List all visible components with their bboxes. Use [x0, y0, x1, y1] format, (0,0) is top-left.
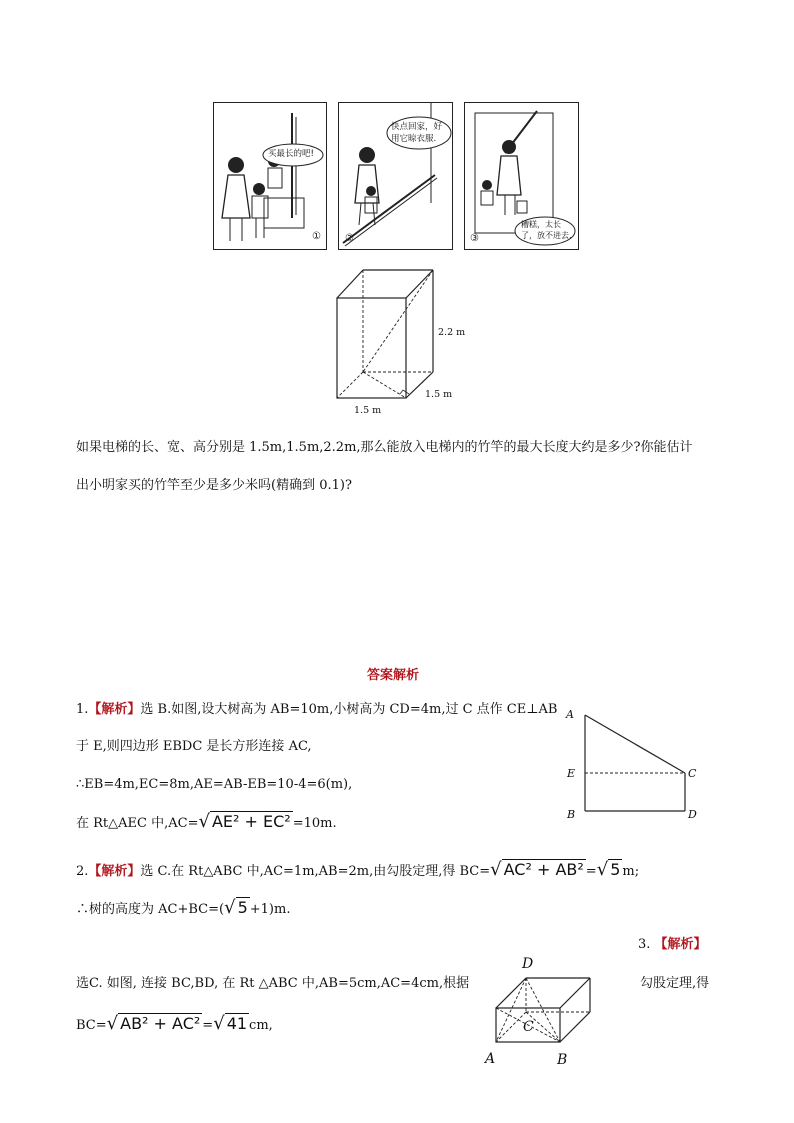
sqrt-symbol: √ — [596, 859, 609, 880]
elevator-height-label: 2.2 m — [438, 327, 466, 338]
fig1-label-B: B — [567, 808, 576, 821]
sqrt-symbol: √ — [490, 859, 502, 880]
figure-3-box — [486, 962, 606, 1062]
fig1-label-C: C — [688, 767, 697, 780]
fig3-label-C: C — [523, 1019, 534, 1035]
answer-1-line-4-post: =10m. — [292, 816, 337, 831]
answer-3-radicand: AB² + AC² — [120, 1014, 201, 1033]
sqrt-symbol: √ — [213, 1013, 225, 1034]
elevator-width-label: 1.5 m — [425, 389, 453, 400]
answers-title: 答案解析 — [367, 668, 420, 683]
answer-1-line-1 — [76, 700, 557, 720]
speech-bubble-2: 快点回家，好用它晾衣服. — [391, 122, 443, 144]
question-line-1: 如果电梯的长、宽、高分别是 1.5m,1.5m,2.2m,那么能放入电梯内的竹竿的最大长度大约是多少?你能估计 — [76, 440, 693, 455]
answer-2-radicand: AC² + AB² — [503, 860, 584, 879]
sqrt-symbol: √ — [106, 1013, 119, 1034]
panel-number-2: ② — [345, 233, 354, 244]
answer-3-line-2 — [76, 1014, 273, 1036]
panel-number-1: ① — [312, 231, 321, 242]
answer-3-number: 3. — [638, 937, 651, 952]
answer-2-number: 2. — [76, 864, 89, 879]
answer-2-line-1 — [76, 860, 639, 882]
answer-2-line-2 — [76, 898, 290, 920]
answer-1-radicand: AE² + EC² — [211, 812, 291, 831]
answer-1-text-1: 选 B.如图,设大树高为 AB=10m,小树高为 CD=4m,过 C 点作 CE⊥AB — [140, 702, 558, 717]
answer-1-line-2: 于 E,则四边形 EBDC 是长方形连接 AC, — [76, 739, 312, 754]
fig1-label-A: A — [566, 708, 574, 721]
answer-1-tag: 【解析】 — [88, 702, 141, 717]
answer-3-header — [638, 935, 707, 955]
fig3-label-B: B — [557, 1052, 568, 1068]
elevator-length-label: 1.5 m — [354, 405, 382, 416]
answer-1-line-4-pre: 在 Rt△AEC 中,AC= — [76, 816, 199, 831]
answer-2-line-1-pre: 选 C.在 Rt△ABC 中,AC=1m,AB=2m,由勾股定理,得 BC= — [140, 864, 491, 879]
answer-2-line-2-pre: ∴树的高度为 AC+BC=( — [76, 902, 225, 917]
fig1-label-E: E — [567, 767, 576, 780]
question-line-2: 出小明家买的竹竿至少是多少米吗(精确到 0.1)? — [76, 478, 352, 493]
sqrt-symbol: √ — [224, 897, 236, 918]
answer-3-line-1: 选C. 如图, 连接 BC,BD, 在 Rt △ABC 中,AB=5cm,AC=4cm,根据 — [76, 976, 470, 991]
answer-2-line-1-post: m; — [622, 864, 640, 879]
answer-3-line-2-mid: = — [202, 1018, 214, 1033]
answer-3-radicand-2: 41 — [226, 1014, 248, 1033]
comic-panel-2 — [338, 102, 453, 250]
answer-2-line-2-post: +1)m. — [249, 902, 291, 917]
comic-panel-3 — [464, 102, 579, 250]
fig3-label-A: A — [485, 1051, 496, 1067]
fig1-label-D: D — [688, 808, 697, 821]
speech-bubble-3: 糟糕，太长了，放不进去. — [521, 220, 572, 240]
panel-number-3: ③ — [470, 233, 479, 244]
answer-1-line-4 — [76, 812, 337, 834]
answer-1-number: 1. — [76, 702, 89, 717]
answer-1-line-3: ∴EB=4m,EC=8m,AE=AB-EB=10-4=6(m), — [76, 777, 353, 792]
answer-3-line-2-pre: BC= — [76, 1018, 107, 1033]
sqrt-symbol: √ — [198, 811, 210, 832]
speech-bubble-1: 买最长的吧! — [268, 149, 314, 159]
answer-3-line-1-right: 勾股定理,得 — [640, 976, 710, 991]
comic-illustration-1 — [214, 103, 326, 249]
answer-3-line-2-post: cm, — [249, 1018, 273, 1033]
answer-2-radicand-2: 5 — [610, 860, 621, 879]
answer-2-radicand-3: 5 — [237, 898, 248, 917]
answer-2-tag: 【解析】 — [88, 864, 141, 879]
answer-3-tag: 【解析】 — [654, 937, 707, 952]
answer-2-line-1-mid: = — [585, 864, 597, 879]
fig3-label-D: D — [522, 956, 534, 972]
comic-panel-1 — [213, 102, 327, 250]
